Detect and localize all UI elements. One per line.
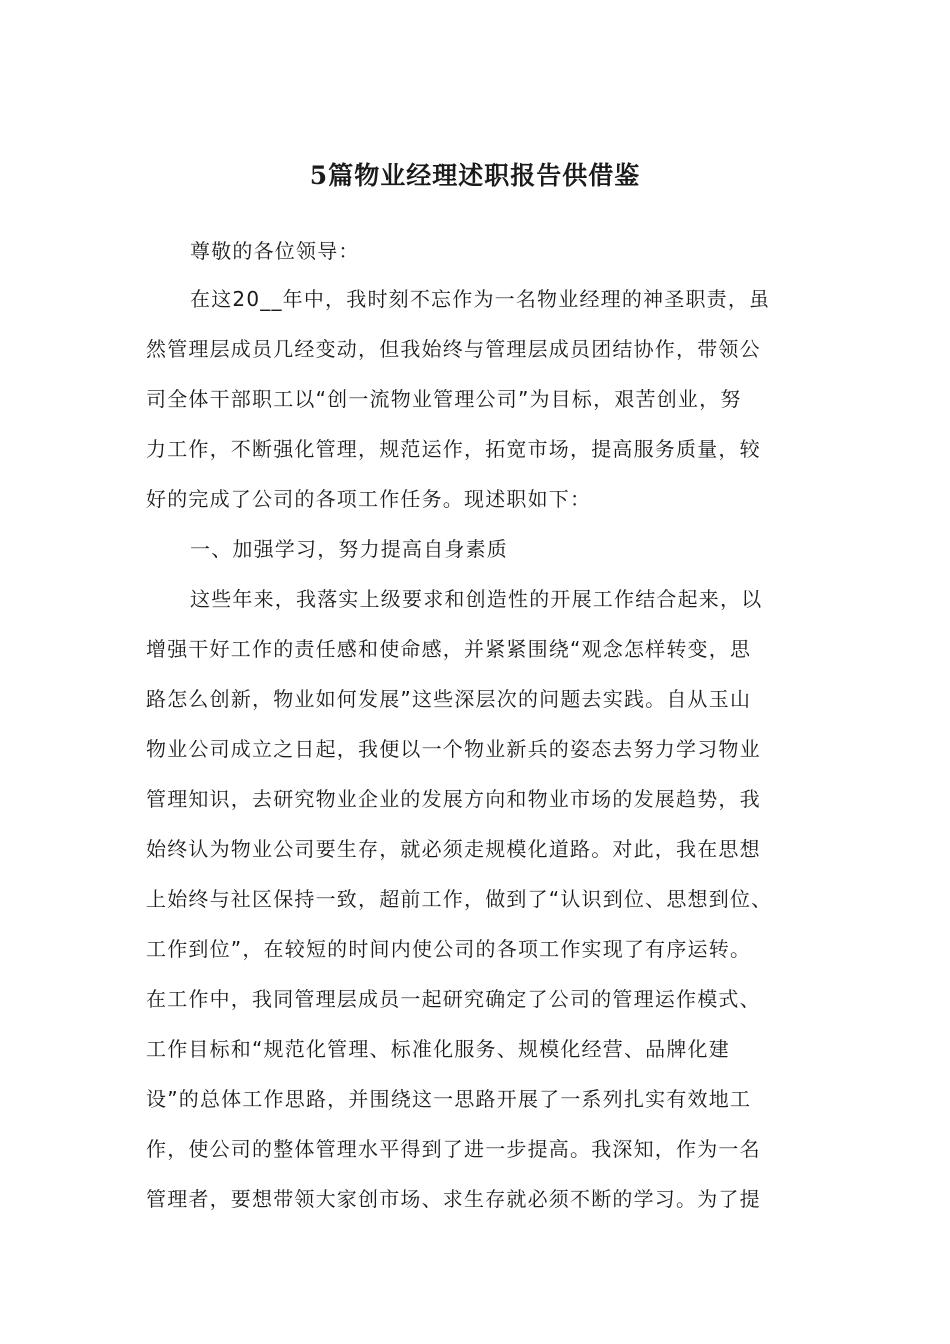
paragraph-line: 设”的总体工作思路，并围绕这一思路开展了一系列扎实有效地工 xyxy=(146,1087,752,1111)
paragraph-line: 好的完成了公司的各项工作任务。现述职如下： xyxy=(146,487,592,511)
paragraph-line: 然管理层成员几经变动，但我始终与管理层成员团结协作，带领公 xyxy=(146,337,761,361)
paragraph-line: 司全体干部职工以“创一流物业管理公司”为目标，艰苦创业，努 xyxy=(146,387,742,411)
paragraph-line: 路怎么创新，物业如何发展”这些深层次的问题去实践。自从玉山 xyxy=(146,687,752,711)
paragraph-line: 工作到位”，在较短的时间内使公司的各项工作实现了有序运转。 xyxy=(146,937,752,961)
paragraph-line: 作，使公司的整体管理水平得到了进一步提高。我深知，作为一名 xyxy=(146,1137,761,1161)
paragraph-line: 这些年来，我落实上级要求和创造性的开展工作结合起来，以 xyxy=(190,587,763,611)
paragraph-line: 在工作中，我同管理层成员一起研究确定了公司的管理运作模式、 xyxy=(146,987,761,1011)
paragraph-line: 在这20__年中，我时刻不忘作为一名物业经理的神圣职责，虽 xyxy=(190,287,771,311)
paragraph-line: 力工作，不断强化管理，规范运作，拓宽市场，提高服务质量，较 xyxy=(146,437,761,461)
paragraph-line: 上始终与社区保持一致，超前工作，做到了“认识到位、思想到位、 xyxy=(146,887,773,911)
salutation: 尊敬的各位领导： xyxy=(190,239,360,263)
paragraph-line: 工作目标和“规范化管理、标准化服务、规模化经营、品牌化建 xyxy=(146,1037,730,1061)
section-heading: 一、加强学习，努力提高自身素质 xyxy=(190,537,508,561)
paragraph-line: 增强干好工作的责任感和使命感，并紧紧围绕“观念怎样转变，思 xyxy=(146,637,752,661)
paragraph-line: 物业公司成立之日起，我便以一个物业新兵的姿态去努力学习物业 xyxy=(146,737,761,761)
document-title: 5篇物业经理述职报告供借鉴 xyxy=(309,161,641,190)
paragraph-line: 管理者，要想带领大家创市场、求生存就必须不断的学习。为了提 xyxy=(146,1187,761,1211)
paragraph-line: 管理知识，去研究物业企业的发展方向和物业市场的发展趋势，我 xyxy=(146,787,761,811)
paragraph-line: 始终认为物业公司要生存，就必须走规模化道路。对此，我在思想 xyxy=(146,837,761,861)
